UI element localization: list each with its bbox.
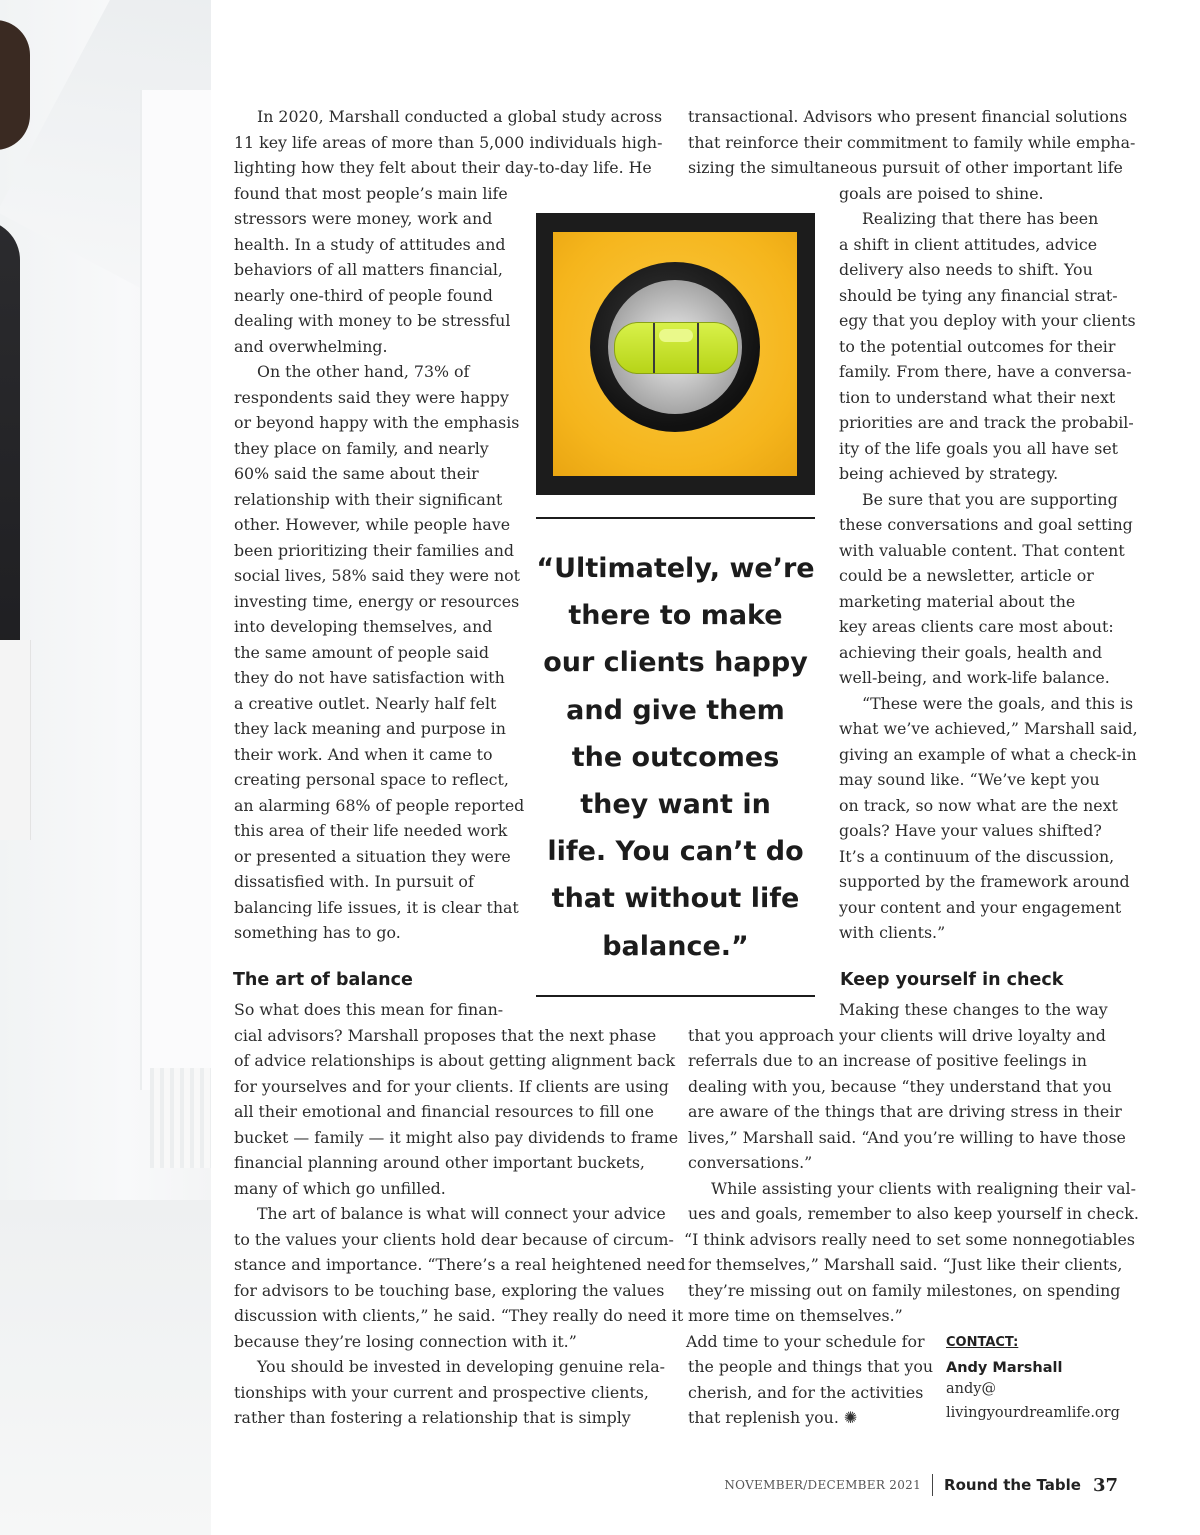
text-line: a creative outlet. Nearly half felt	[234, 693, 497, 713]
text-line: conversations.”	[688, 1153, 813, 1172]
text-line: balancing life issues, it is clear that	[234, 897, 519, 917]
text-line: a shift in client attitudes, advice	[839, 234, 1098, 254]
text-line: “I think advisors really need to set some nonnegotiables	[684, 1229, 1135, 1249]
text-line: dealing with money to be stressful	[234, 311, 511, 330]
contact-label: CONTACT:	[946, 1335, 1019, 1350]
text-line: are aware of the things that are driving stress in their	[688, 1102, 1122, 1121]
text-line: because they’re losing connection with it.”	[234, 1331, 577, 1351]
text-line: well-being, and work-life balance.	[839, 668, 1110, 687]
text-line: supported by the framework around	[839, 872, 1130, 891]
text-line: 11 key life areas of more than 5,000 individuals high-	[234, 132, 663, 152]
text-line: family. From there, have a conversa-	[839, 362, 1132, 381]
magazine-title: Round the Table	[944, 1476, 1081, 1494]
text-line: So what does this mean for finan-	[234, 1000, 504, 1019]
text-line: the people and things that you	[688, 1357, 934, 1376]
contact-email-line-2: livingyourdreamlife.org	[946, 1405, 1120, 1421]
text-line: being achieved by strategy.	[839, 464, 1059, 483]
text-line: something has to go.	[234, 923, 401, 942]
text-line: It’s a continuum of the discussion,	[839, 846, 1115, 866]
text-line: may sound like. “We’ve kept you	[839, 770, 1100, 789]
text-line: rather than fostering a relationship that is simply	[234, 1408, 631, 1427]
text-line: all their emotional and financial resources to fill one	[234, 1102, 655, 1121]
text-line: social lives, 58% said they were not	[234, 566, 521, 585]
text-line: creating personal space to reflect,	[234, 770, 509, 789]
text-line: Realizing that there has been	[862, 209, 1099, 228]
pull-quote-line: our clients happy	[543, 647, 808, 679]
text-line: the same amount of people said	[234, 642, 489, 662]
text-line: 60% said the same about their	[234, 464, 479, 483]
text-line: lighting how they felt about their day-to-day life. He	[234, 158, 652, 177]
pull-quote-line: that without life	[551, 883, 800, 915]
pull-quote-top-rule	[536, 517, 815, 519]
text-line: on track, so now what are the next	[839, 795, 1118, 815]
text-line: nearly one-third of people found	[234, 285, 493, 305]
text-line: respondents said they were happy	[234, 387, 509, 407]
text-line: referrals due to an increase of positive feelings in	[688, 1051, 1087, 1070]
text-line: In 2020, Marshall conducted a global study across	[257, 107, 663, 126]
pull-quote-line: “Ultimately, we’re	[536, 553, 815, 584]
pull-quote-bottom-rule	[536, 995, 815, 997]
text-line: Be sure that you are supporting	[862, 489, 1118, 509]
text-line: could be a newsletter, article or	[839, 566, 1094, 585]
page-footer	[724, 1474, 1118, 1496]
text-line: other. However, while people have	[234, 515, 511, 534]
text-line: ity of the life goals you all have set	[839, 438, 1119, 458]
text-line: many of which go unfilled.	[234, 1178, 446, 1198]
text-line: sizing the simultaneous pursuit of other important life	[688, 158, 1123, 177]
text-line: what we’ve achieved,” Marshall said,	[839, 719, 1138, 738]
text-line: Add time to your schedule for	[686, 1331, 925, 1351]
section-heading-art-of-balance: The art of balance	[233, 970, 413, 990]
text-line: for advisors to be touching base, exploring the values	[234, 1280, 665, 1300]
text-line: marketing material about the	[839, 591, 1076, 611]
text-line: been prioritizing their families and	[234, 540, 514, 560]
text-line: bucket — family — it might also pay dividends to frame	[234, 1127, 679, 1147]
text-line: Making these changes to the way	[839, 1000, 1108, 1019]
text-line: stressors were money, work and	[234, 209, 493, 228]
text-line: discussion with clients,” he said. “They really do need it	[234, 1306, 684, 1325]
text-line: achieving their goals, health and	[839, 642, 1103, 662]
text-line: egy that you deploy with your clients	[839, 311, 1136, 330]
text-line: they lack meaning and purpose in	[234, 719, 506, 738]
text-line: that you approach your clients will drive loyalty and	[688, 1025, 1106, 1045]
text-line: tionships with your current and prospective clients,	[234, 1382, 649, 1402]
text-line: of advice relationships is about getting alignment back	[234, 1051, 676, 1070]
spirit-level-image	[536, 213, 815, 495]
text-line: they’re missing out on family milestones, on spending	[688, 1280, 1121, 1300]
text-line: that reinforce their commitment to family while empha-	[688, 132, 1136, 152]
pull-quote-line: balance.”	[602, 930, 749, 962]
text-line: and overwhelming.	[234, 336, 388, 356]
text-line: goals are poised to shine.	[839, 183, 1044, 203]
text-line: they place on family, and nearly	[234, 438, 489, 458]
contact-box	[946, 1335, 1120, 1424]
text-line: dealing with you, because “they understand that you	[688, 1076, 1112, 1096]
pull-quote	[536, 545, 815, 970]
text-line: health. In a study of attitudes and	[234, 234, 506, 254]
text-line: “These were the goals, and this is	[862, 693, 1134, 713]
text-line: goals? Have your values shifted?	[839, 821, 1102, 840]
text-line: for yourselves and for your clients. If clients are using	[234, 1076, 669, 1096]
text-line: to the values your clients hold dear because of circum-	[234, 1229, 674, 1249]
issue-date: NOVEMBER/DECEMBER 2021	[724, 1478, 922, 1492]
text-line: or presented a situation they were	[234, 846, 511, 866]
text-line: On the other hand, 73% of	[257, 362, 470, 381]
text-line: You should be invested in developing genuine rela-	[257, 1357, 665, 1376]
text-line: they do not have satisfaction with	[234, 668, 505, 687]
text-line: cial advisors? Marshall proposes that the next phase	[234, 1025, 657, 1045]
text-line: The art of balance is what will connect your advice	[257, 1204, 666, 1223]
text-line: tion to understand what their next	[839, 387, 1116, 407]
text-line: with clients.”	[839, 923, 946, 942]
text-line: stance and importance. “There’s a real heightened need	[234, 1255, 686, 1274]
contact-name: Andy Marshall	[946, 1360, 1063, 1376]
page-number: 37	[1092, 1474, 1118, 1496]
text-line: relationship with their significant	[234, 489, 503, 509]
pull-quote-line: life. You can’t do	[547, 836, 804, 868]
text-line: should be tying any financial strat-	[839, 285, 1118, 305]
pull-quote-line: and give them	[566, 694, 785, 726]
text-line: that replenish you. ✺	[688, 1408, 858, 1427]
text-line: or beyond happy with the emphasis	[234, 413, 520, 432]
section-heading-keep-yourself-in-check: Keep yourself in check	[840, 970, 1064, 990]
contact-email-line-1: andy@	[946, 1381, 996, 1397]
text-line: an alarming 68% of people reported	[234, 795, 525, 815]
text-line: lives,” Marshall said. “And you’re willing to have those	[688, 1127, 1126, 1147]
text-line: your content and your engagement	[839, 897, 1122, 917]
text-line: While assisting your clients with realigning their val-	[711, 1178, 1136, 1198]
text-line: key areas clients care most about:	[839, 617, 1114, 636]
footer-divider	[932, 1474, 933, 1496]
text-line: for themselves,” Marshall said. “Just like their clients,	[688, 1255, 1123, 1274]
text-line: to the potential outcomes for their	[839, 336, 1116, 356]
text-line: dissatisfied with. In pursuit of	[234, 872, 474, 891]
text-line: ues and goals, remember to also keep yourself in check.	[688, 1204, 1139, 1223]
text-line: giving an example of what a check-in	[839, 744, 1137, 764]
text-line: this area of their life needed work	[234, 821, 508, 840]
text-line: investing time, energy or resources	[234, 591, 520, 611]
pull-quote-line: they want in	[580, 789, 771, 821]
text-line: delivery also needs to shift. You	[839, 260, 1093, 279]
text-line: with valuable content. That content	[839, 540, 1125, 560]
text-line: behaviors of all matters financial,	[234, 260, 503, 279]
text-line: transactional. Advisors who present financial solutions	[688, 107, 1128, 126]
pull-quote-line: the outcomes	[571, 741, 780, 773]
text-line: into developing themselves, and	[234, 617, 493, 636]
pull-quote-line: there to make	[568, 600, 783, 632]
text-line: cherish, and for the activities	[688, 1382, 924, 1402]
text-line: their work. And when it came to	[234, 744, 493, 764]
text-line: financial planning around other important buckets,	[234, 1153, 645, 1172]
text-line: priorities are and track the probabil-	[839, 413, 1134, 432]
text-line: more time on themselves.”	[688, 1306, 903, 1325]
text-line: found that most people’s main life	[234, 183, 508, 203]
article-photo	[0, 0, 211, 1535]
text-line: these conversations and goal setting	[839, 515, 1133, 534]
